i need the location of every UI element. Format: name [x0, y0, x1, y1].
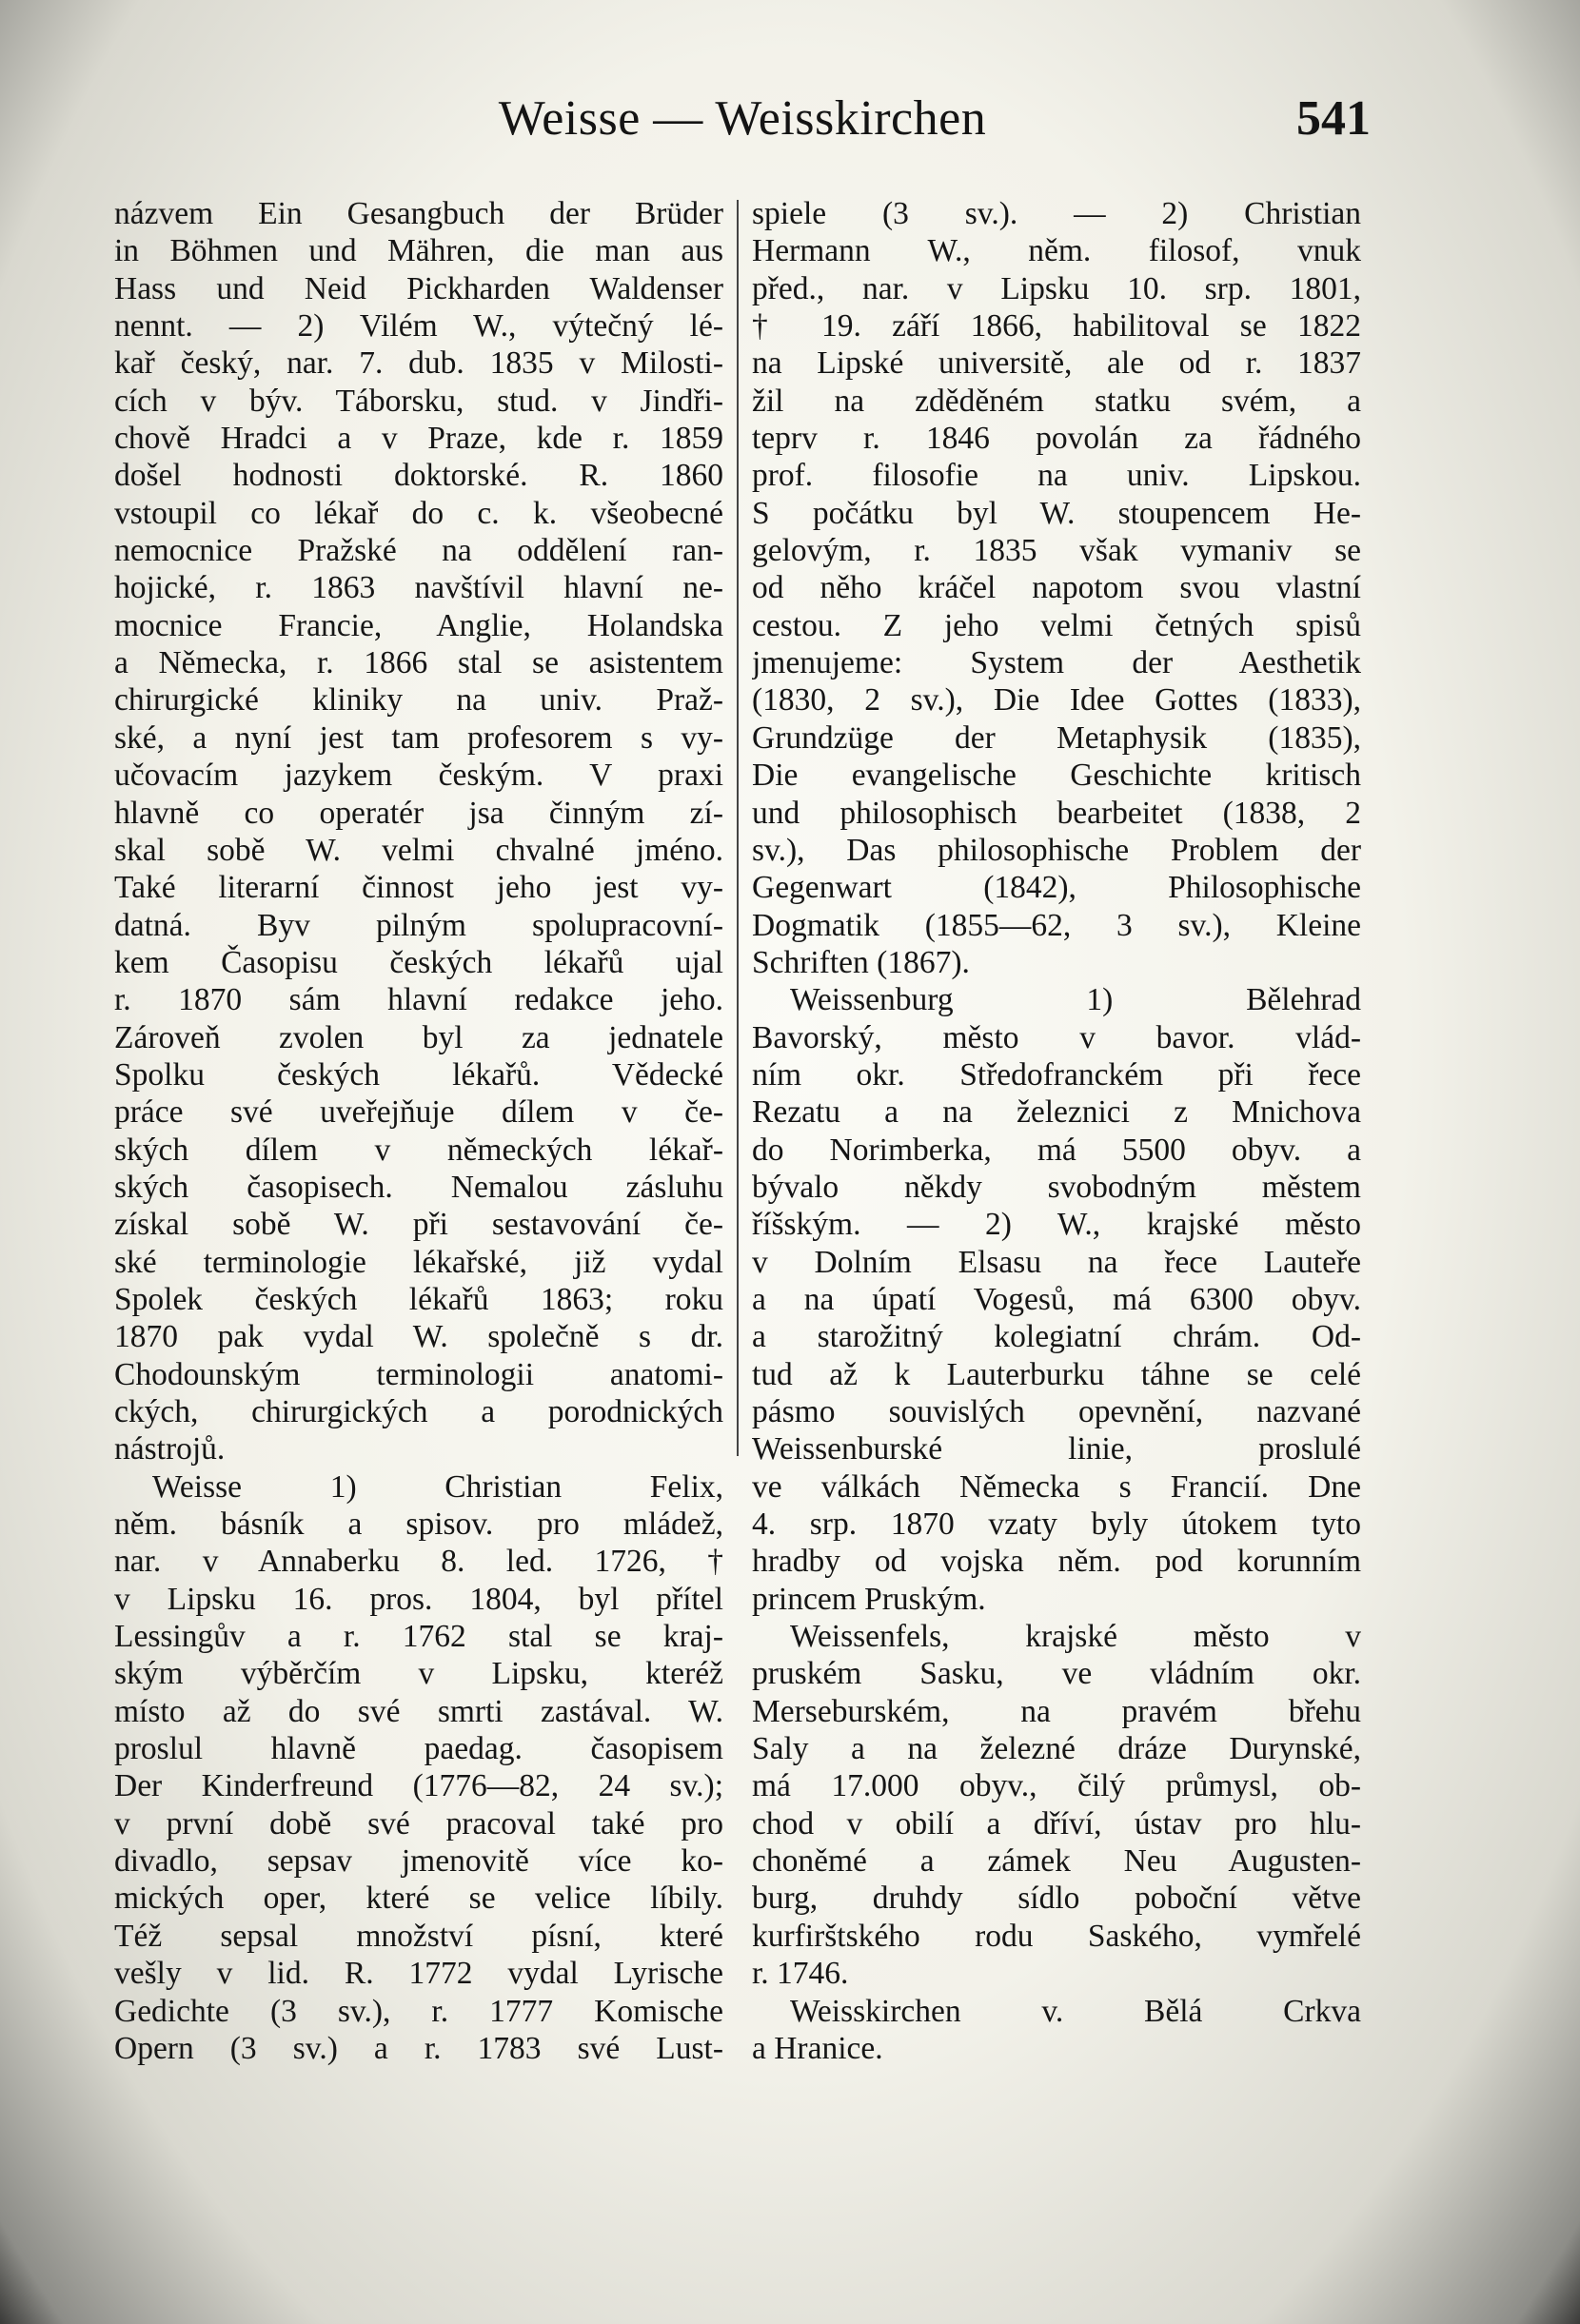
- right-column: [752, 195, 1361, 2067]
- text-line: získal sobě W. při sestavování če-: [114, 1207, 723, 1243]
- text-line: gelovým, r. 1835 však vymaniv se: [752, 533, 1361, 569]
- text-line: došel hodnosti doktorské. R. 1860: [114, 458, 723, 494]
- text-line: Rezatu a na železnici z Mnichova: [752, 1094, 1361, 1131]
- text-line: Weissenburské linie, proslulé: [752, 1431, 1361, 1467]
- text-line: názvem Ein Gesangbuch der Brüder: [114, 196, 723, 231]
- text-line: Dogmatik (1855—62, 3 sv.), Kleine: [752, 907, 1361, 943]
- text-line: ské, a nyní jest tam profesorem s vy-: [114, 719, 723, 756]
- text-line: Saly a na železné dráze Durynské,: [752, 1731, 1361, 1767]
- text-line: v první době své pracoval také pro: [114, 1805, 723, 1841]
- text-line: Chodounským terminologii anatomi-: [114, 1356, 723, 1392]
- text-line: choněmé a zámek Neu Augusten-: [752, 1843, 1361, 1880]
- text-line: cestou. Z jeho velmi četných spisů: [752, 607, 1361, 643]
- text-line: pásmo souvislých opevnění, nazvané: [752, 1394, 1361, 1429]
- text-line: Spolek českých lékařů 1863; roku: [114, 1281, 723, 1317]
- text-line: mických oper, které se velice líbily.: [114, 1881, 723, 1917]
- text-line: chirurgické kliniky na univ. Praž-: [114, 682, 723, 719]
- text-line: Spolku českých lékařů. Vědecké: [114, 1056, 723, 1093]
- text-line: mocnice Francie, Anglie, Holandska: [114, 607, 723, 643]
- text-line: v Lipsku 16. pros. 1804, byl přítel: [114, 1581, 723, 1617]
- text-line: hradby od vojska něm. pod korunním: [752, 1544, 1361, 1580]
- text-line: Grundzüge der Metaphysik (1835),: [752, 719, 1361, 756]
- text-line: Též sepsal množství písní, které: [114, 1918, 723, 1954]
- text-line: Hass und Neid Pickharden Waldenser: [114, 270, 723, 306]
- text-line: Schriften (1867).: [752, 944, 970, 980]
- text-line: hlavně co operatér jsa činným zí-: [114, 795, 723, 831]
- text-line: chově Hradci a v Praze, kde r. 1859: [114, 421, 723, 457]
- text-line: kurfirštského rodu Saského, vymřelé: [752, 1918, 1361, 1954]
- text-line: ských časopisech. Nemalou zásluhu: [114, 1169, 723, 1205]
- text-line: Opern (3 sv.) a r. 1783 své Lust-: [114, 2030, 723, 2066]
- text-line: 4. srp. 1870 vzaty byly útokem tyto: [752, 1507, 1361, 1543]
- running-header: [114, 90, 1371, 157]
- text-line: od něho kráčel napotom svou vlastní: [752, 570, 1361, 606]
- text-line: do Norimberka, má 5500 obyv. a: [752, 1132, 1361, 1168]
- text-line: prof. filosofie na univ. Lipskou.: [752, 458, 1361, 494]
- text-line: vstoupil co lékař do c. k. všeobecné: [114, 495, 723, 531]
- text-line: proslul hlavně paedag. časopisem: [114, 1731, 723, 1767]
- text-line: (1830, 2 sv.), Die Idee Gottes (1833),: [752, 682, 1361, 719]
- text-line: ckých, chirurgických a porodnických: [114, 1394, 723, 1429]
- text-line: Weisskirchen v. Bělá Crkva: [790, 1993, 1361, 2029]
- text-line: in Böhmen und Mähren, die man aus: [114, 233, 723, 269]
- text-line: S počátku byl W. stoupencem He-: [752, 495, 1361, 531]
- text-line: spiele (3 sv.). — 2) Christian: [752, 196, 1361, 231]
- text-line: má 17.000 obyv., čilý průmysl, ob-: [752, 1768, 1361, 1804]
- text-line: hojické, r. 1863 navštívil hlavní ne-: [114, 570, 723, 606]
- text-line: datná. Byv pilným spolupracovní-: [114, 907, 723, 943]
- text-line: nar. v Annaberku 8. led. 1726, †: [114, 1544, 723, 1580]
- text-line: pruském Sasku, ve vládním okr.: [752, 1656, 1361, 1692]
- text-line: práce své uveřejňuje dílem v če-: [114, 1094, 723, 1131]
- text-line: Gedichte (3 sv.), r. 1777 Komische: [114, 1993, 723, 2029]
- text-line: něm. básník a spisov. pro mládež,: [114, 1507, 723, 1543]
- text-line: učovacím jazykem českým. V praxi: [114, 758, 723, 794]
- text-line: tud až k Lauterburku táhne se celé: [752, 1356, 1361, 1392]
- text-line: Weissenburg 1) Bělehrad: [790, 982, 1361, 1018]
- text-line: Zároveň zvolen byl za jednatele: [114, 1019, 723, 1055]
- text-line: Hermann W., něm. filosof, vnuk: [752, 233, 1361, 269]
- column-divider: [737, 200, 739, 1456]
- text-line: burg, druhdy sídlo poboční větve: [752, 1881, 1361, 1917]
- text-line: cích v býv. Táborsku, stud. v Jindři-: [114, 383, 723, 419]
- text-line: r. 1746.: [752, 1956, 849, 1992]
- text-line: r. 1870 sám hlavní redakce jeho.: [114, 982, 723, 1018]
- text-line: na Lipské universitě, ale od r. 1837: [752, 345, 1361, 382]
- text-line: bývalo někdy svobodným městem: [752, 1169, 1361, 1205]
- text-line: žil na zděděném statku svém, a: [752, 383, 1361, 419]
- text-line: skal sobě W. velmi chvalné jméno.: [114, 832, 723, 868]
- text-line: teprv r. 1846 povolán za řádného: [752, 421, 1361, 457]
- text-line: princem Pruským.: [752, 1581, 986, 1617]
- text-line: 1870 pak vydal W. společně s dr.: [114, 1319, 723, 1355]
- text-line: vešly v lid. R. 1772 vydal Lyrische: [114, 1956, 723, 1992]
- text-line: Lessingův a r. 1762 stal se kraj-: [114, 1619, 723, 1655]
- text-line: kař český, nar. 7. dub. 1835 v Milosti-: [114, 345, 723, 382]
- text-line: v Dolním Elsasu na řece Lauteře: [752, 1244, 1361, 1280]
- text-line: Die evangelische Geschichte kritisch: [752, 758, 1361, 794]
- text-line: chod v obilí a dříví, ústav pro hlu-: [752, 1805, 1361, 1841]
- text-line: a starožitný kolegiatní chrám. Od-: [752, 1319, 1361, 1355]
- text-line: Weisse 1) Christian Felix,: [152, 1468, 723, 1505]
- page-number: 541: [1296, 91, 1371, 146]
- text-line: sv.), Das philosophische Problem der: [752, 832, 1361, 868]
- text-line: Weissenfels, krajské město v: [790, 1619, 1361, 1655]
- text-line: říšským. — 2) W., krajské město: [752, 1207, 1361, 1243]
- text-line: und philosophisch bearbeitet (1838, 2: [752, 795, 1361, 831]
- text-line: a Německa, r. 1866 stal se asistentem: [114, 645, 723, 681]
- text-line: nástrojů.: [114, 1431, 226, 1467]
- text-line: před., nar. v Lipsku 10. srp. 1801,: [752, 270, 1361, 306]
- text-line: † 19. září 1866, habilitoval se 1822: [752, 308, 1361, 345]
- text-line: ve válkách Německa s Francií. Dne: [752, 1468, 1361, 1505]
- text-line: ské terminologie lékařské, již vydal: [114, 1244, 723, 1280]
- text-line: Bavorský, město v bavor. vlád-: [752, 1019, 1361, 1055]
- left-column: [114, 195, 723, 2067]
- text-line: kem Časopisu českých lékařů ujal: [114, 944, 723, 980]
- text-line: jmenujeme: System der Aesthetik: [752, 645, 1361, 681]
- text-line: ským výběrčím v Lipsku, kteréž: [114, 1656, 723, 1692]
- text-line: divadlo, sepsav jmenovitě více ko-: [114, 1843, 723, 1880]
- text-line: Také literarní činnost jeho jest vy-: [114, 870, 723, 906]
- text-line: a na úpatí Vogesů, má 6300 obyv.: [752, 1281, 1361, 1317]
- text-line: nemocnice Pražské na oddělení ran-: [114, 533, 723, 569]
- text-line: Der Kinderfreund (1776—82, 24 sv.);: [114, 1768, 723, 1804]
- text-line: ním okr. Středofranckém při řece: [752, 1056, 1361, 1093]
- text-line: nennt. — 2) Vilém W., výtečný lé-: [114, 308, 723, 345]
- text-line: ských dílem v německých lékař-: [114, 1132, 723, 1168]
- text-line: Gegenwart (1842), Philosophische: [752, 870, 1361, 906]
- text-line: a Hranice.: [752, 2030, 883, 2066]
- header-title: Weisse — Weisskirchen: [498, 91, 987, 146]
- text-line: místo až do své smrti zastával. W.: [114, 1693, 723, 1729]
- text-line: Merseburském, na pravém břehu: [752, 1693, 1361, 1729]
